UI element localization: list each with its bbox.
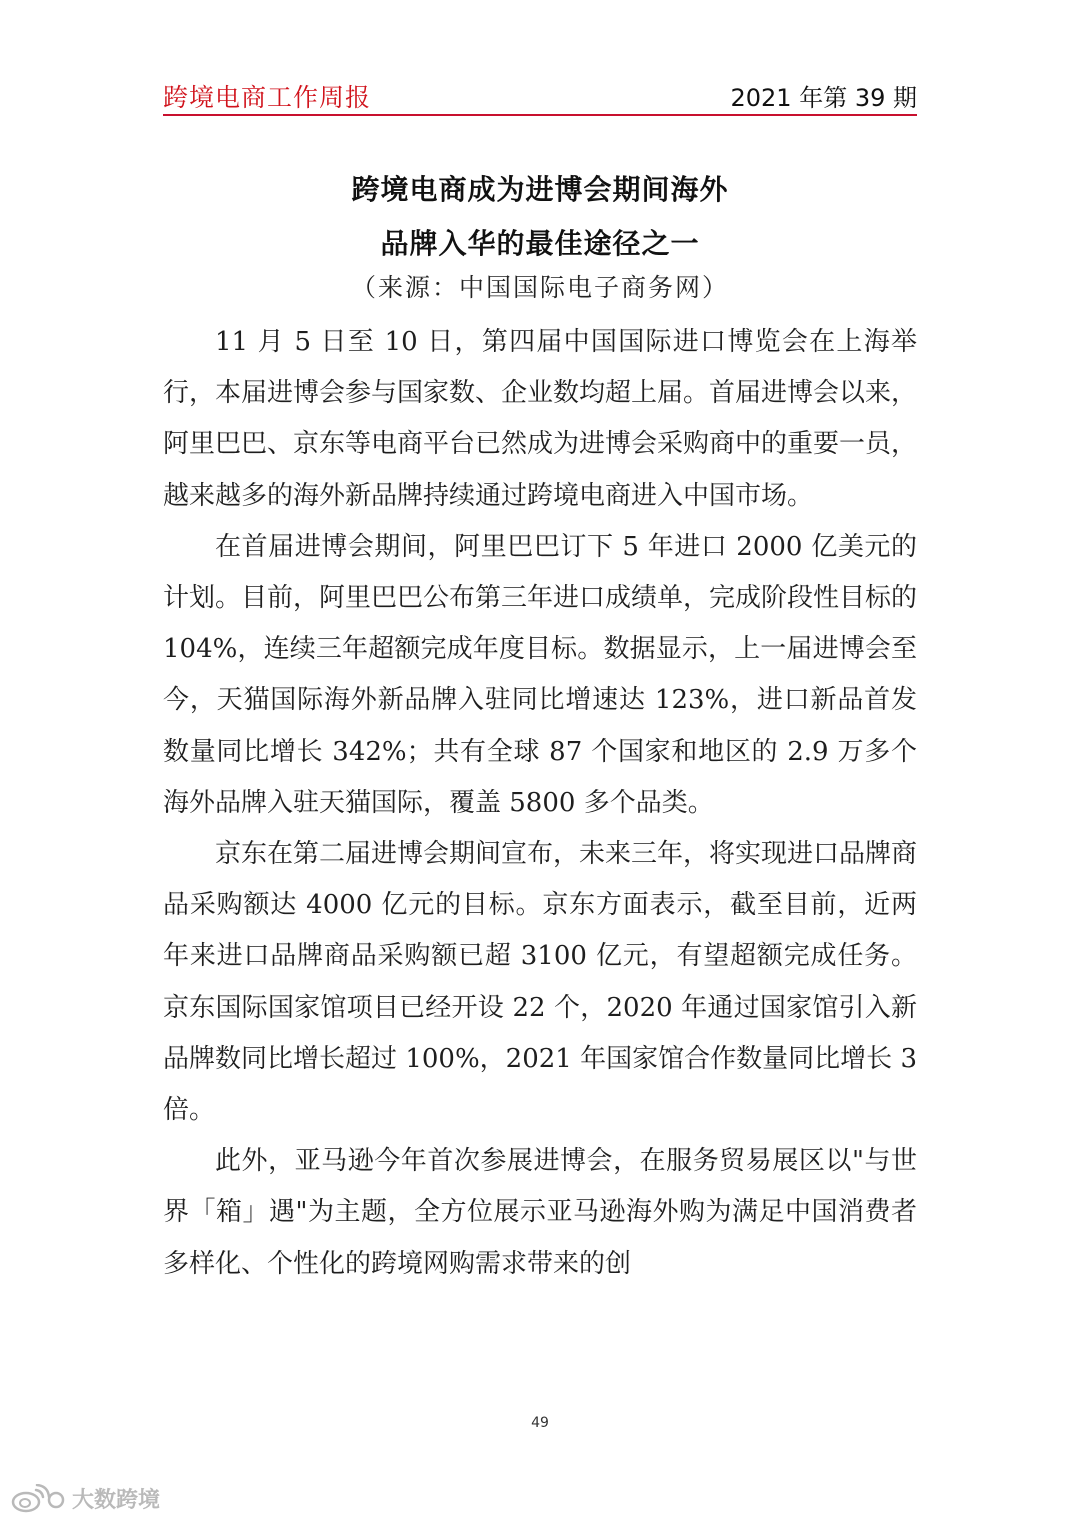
- paragraph: 11 月 5 日至 10 日，第四届中国国际进口博览会在上海举行，本届进博会参与国家数、企业数均超上届。首届进博会以来，阿里巴巴、京东等电商平台已然成为进博会采购商中的重要一员，越来越多的海外新品牌持续通过跨境电商进入中国市场。: [163, 327, 918, 511]
- article-title-line-2: 品牌入华的最佳途径之一: [380, 227, 700, 260]
- page-number: 49: [531, 1415, 549, 1431]
- paragraph: 京东在第二届进博会期间宣布，未来三年，将实现进口品牌商品采购额达 4000 亿元的目标。京东方面表示，截至目前，近两年来进口品牌商品采购额已超 3100 亿元，有望超额完成任务。京东国际国家馆项目已经开设 22 个，2020 年通过国家馆引入新品牌数同比增长超过 100%，2021 年国家馆合作数量同比增长 3 倍。: [163, 839, 918, 1126]
- article-source: （来源：中国国际电子商务网）: [350, 273, 729, 302]
- publication-name: 跨境电商工作周报: [163, 83, 372, 112]
- watermark-text: 大数跨境: [72, 1488, 161, 1513]
- paragraph: 在首届进博会期间，阿里巴巴订下 5 年进口 2000 亿美元的计划。目前，阿里巴巴公布第三年进口成绩单，完成阶段性目标的 104%，连续三年超额完成年度目标。数据显示，上一届进博会至今，天猫国际海外新品牌入驻同比增速达 123%，进口新品首发数量同比增长 342%；共有全球 87 个国家和地区的 2.9 万多个海外品牌入驻天猫国际，覆盖 5800 多个品类。: [163, 531, 918, 818]
- paragraph: 此外，亚马逊今年首次参展进博会，在服务贸易展区以"与世界「箱」遇"为主题，全方位展示亚马逊海外购为满足中国消费者多样化、个性化的跨境网购需求带来的创: [163, 1146, 917, 1279]
- page-header: [163, 74, 917, 116]
- article-body: [163, 317, 917, 1290]
- watermark: [10, 1483, 160, 1514]
- weibo-logo-icon: [10, 1484, 66, 1514]
- article-title-line-1: 跨境电商成为进博会期间海外: [351, 173, 729, 206]
- issue-number: 2021 年第 39 期: [730, 84, 917, 112]
